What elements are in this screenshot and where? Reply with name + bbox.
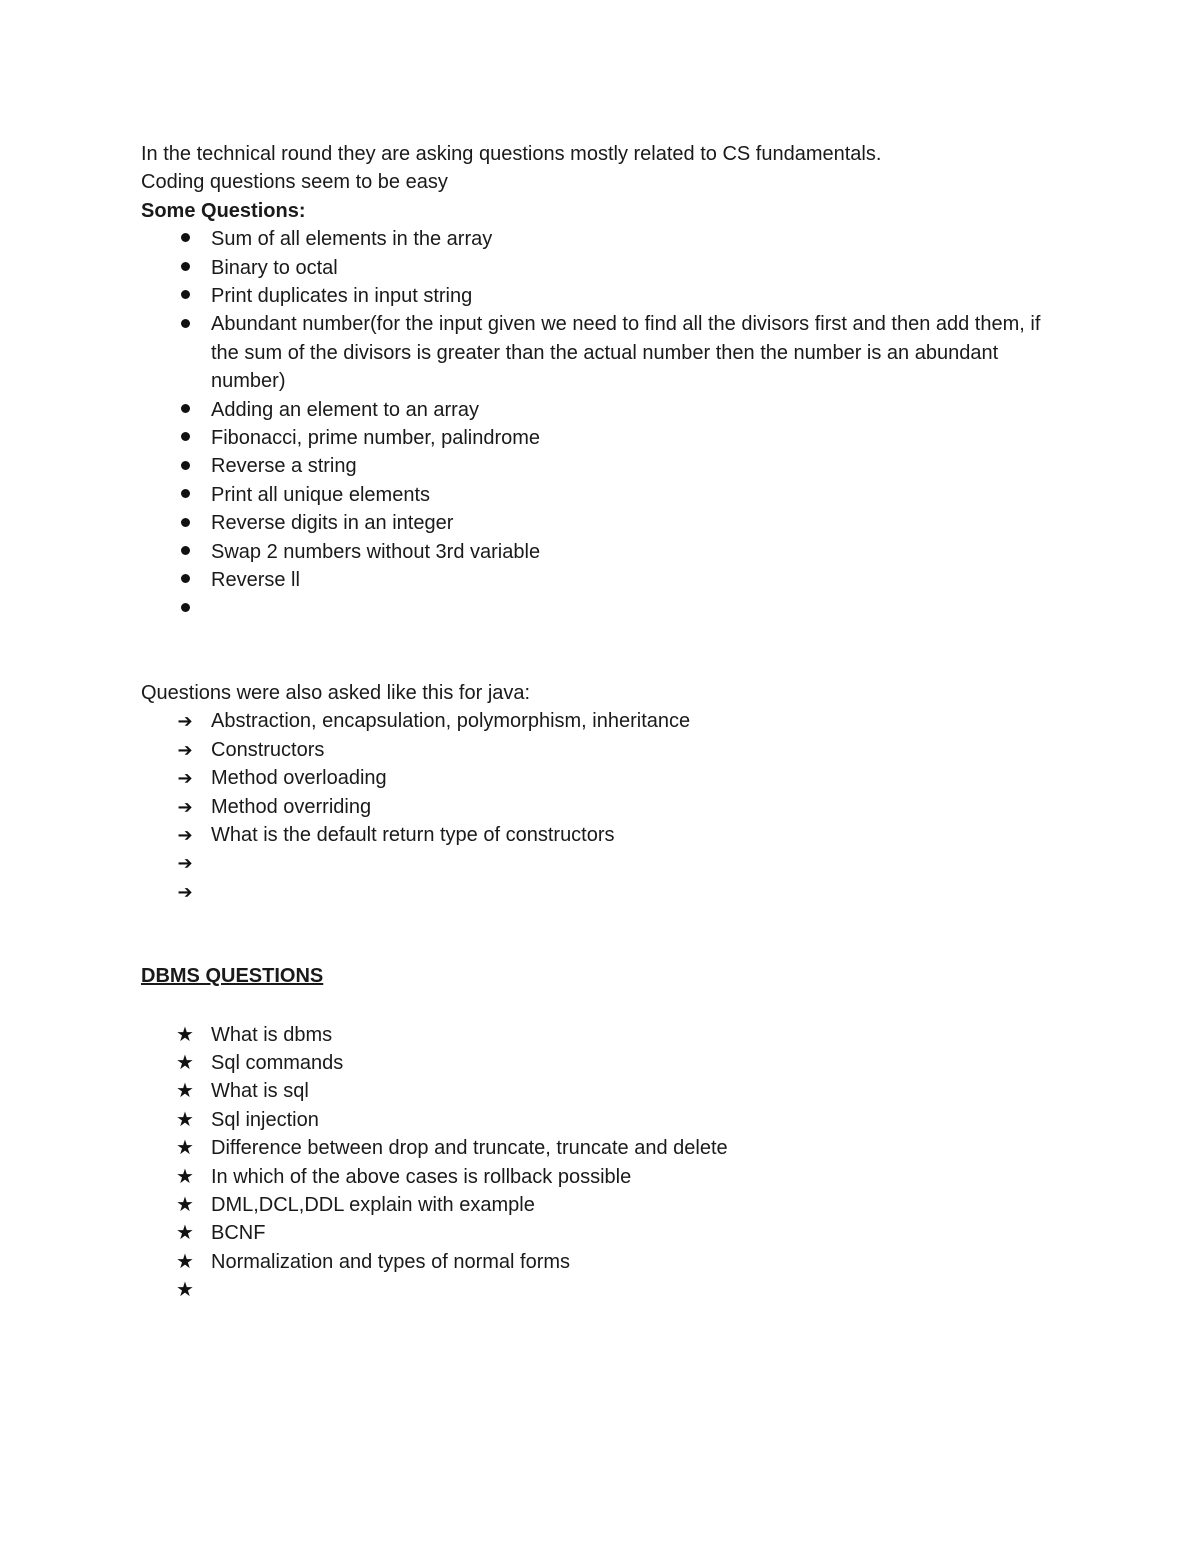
star-icon: ★ <box>176 1193 194 1216</box>
star-icon: ★ <box>176 1222 194 1245</box>
bullet-icon <box>175 424 195 452</box>
list-item <box>141 424 1061 452</box>
list-item-text: Normalization and types of normal forms <box>211 1250 571 1273</box>
list-item-text: Binary to octal <box>211 256 338 279</box>
star-icon: ★ <box>176 1051 194 1074</box>
list-item <box>141 1106 1061 1134</box>
list-item-text: Method overriding <box>211 795 372 818</box>
star-icon: ★ <box>176 1250 194 1273</box>
intro-line-1: In the technical round they are asking questions mostly related to CS fundamentals. <box>141 143 882 165</box>
list-item <box>141 452 1061 480</box>
list-item <box>141 595 1061 623</box>
arrow-icon: ➔ <box>177 853 193 874</box>
bullet-icon <box>175 452 195 480</box>
list-item-text: Print all unique elements <box>211 483 431 506</box>
list-item-text: Reverse digits in an integer <box>211 512 454 535</box>
list-item <box>141 821 1061 849</box>
arrow-icon: ➔ <box>177 881 193 902</box>
bullet-icon <box>175 595 195 623</box>
bullet-icon <box>175 566 195 594</box>
dbms-heading: DBMS QUESTIONS <box>141 965 324 988</box>
list-item-text: Constructors <box>211 738 325 761</box>
list-item-text: Sum of all elements in the array <box>211 228 493 251</box>
arrow-icon: ➔ <box>177 768 193 789</box>
list-item-text: What is dbms <box>211 1023 333 1046</box>
list-item <box>141 764 1061 792</box>
list-item <box>141 481 1061 509</box>
list-item <box>141 225 1061 253</box>
list-item <box>141 793 1061 821</box>
spacer <box>141 623 1061 679</box>
list-item <box>141 254 1061 282</box>
list-item-text: Difference between drop and truncate, truncate and delete <box>211 1137 728 1160</box>
list-item <box>141 1049 1061 1077</box>
list-item <box>141 396 1061 424</box>
bullet-icon <box>175 225 195 253</box>
star-icon: ★ <box>176 1165 194 1188</box>
spacer <box>141 991 1061 1021</box>
spacer <box>141 906 1061 962</box>
bullet-icon <box>175 310 195 338</box>
document-page <box>141 140 1061 1305</box>
arrow-icon: ➔ <box>177 711 193 732</box>
intro-line-2: Coding questions seem to be easy <box>141 171 448 194</box>
list-item-text: Fibonacci, prime number, palindrome <box>211 427 541 450</box>
list-item-text: Print duplicates in input string <box>211 285 473 308</box>
bullet-icon <box>175 509 195 537</box>
list-item-text: What is the default return type of constructors <box>211 823 615 846</box>
arrow-icon: ➔ <box>177 824 193 845</box>
dbms-questions-list <box>141 1021 1061 1305</box>
arrow-icon: ➔ <box>177 739 193 760</box>
list-item-text: Sql injection <box>211 1108 319 1131</box>
list-item <box>141 282 1061 310</box>
star-icon: ★ <box>176 1023 194 1046</box>
list-item-text: Adding an element to an array <box>211 398 479 421</box>
arrow-icon: ➔ <box>177 796 193 817</box>
list-item-text: DML,DCL,DDL explain with example <box>211 1193 535 1216</box>
star-icon: ★ <box>176 1279 194 1302</box>
list-item <box>141 509 1061 537</box>
bullet-icon <box>175 254 195 282</box>
list-item-text: What is sql <box>211 1080 309 1103</box>
list-item <box>141 1276 1061 1304</box>
list-item-text: Abundant number(for the input given we need to find all the divisors first and then add them, if the sum of the divisors is greater than the actual number then the number is an abundant number) <box>211 313 1041 393</box>
star-icon: ★ <box>176 1108 194 1131</box>
list-item-text: Abstraction, encapsulation, polymorphism, inheritance <box>211 710 691 733</box>
list-item <box>141 707 1061 735</box>
bullet-icon <box>175 538 195 566</box>
list-item-text: Reverse ll <box>211 569 300 592</box>
list-item <box>141 1163 1061 1191</box>
list-item-text: Swap 2 numbers without 3rd variable <box>211 540 541 563</box>
some-questions-label: Some Questions: <box>141 199 306 222</box>
star-icon: ★ <box>176 1080 194 1103</box>
list-item-text: In which of the above cases is rollback possible <box>211 1165 632 1188</box>
coding-questions-list <box>141 225 1061 623</box>
bullet-icon <box>175 282 195 310</box>
star-icon: ★ <box>176 1137 194 1160</box>
list-item <box>141 566 1061 594</box>
list-item <box>141 878 1061 906</box>
bullet-icon <box>175 396 195 424</box>
list-item <box>141 736 1061 764</box>
java-intro: Questions were also asked like this for java: <box>141 681 531 704</box>
list-item-text: Sql commands <box>211 1051 344 1074</box>
list-item <box>141 1077 1061 1105</box>
list-item-text: Method overloading <box>211 767 387 790</box>
list-item <box>141 1191 1061 1219</box>
list-item <box>141 849 1061 877</box>
list-item <box>141 538 1061 566</box>
list-item-text: BCNF <box>211 1222 266 1245</box>
list-item <box>141 1021 1061 1049</box>
list-item <box>141 1248 1061 1276</box>
list-item <box>141 310 1061 395</box>
bullet-icon <box>175 481 195 509</box>
list-item-text: Reverse a string <box>211 455 357 478</box>
list-item <box>141 1134 1061 1162</box>
java-questions-list <box>141 707 1061 906</box>
list-item <box>141 1219 1061 1247</box>
